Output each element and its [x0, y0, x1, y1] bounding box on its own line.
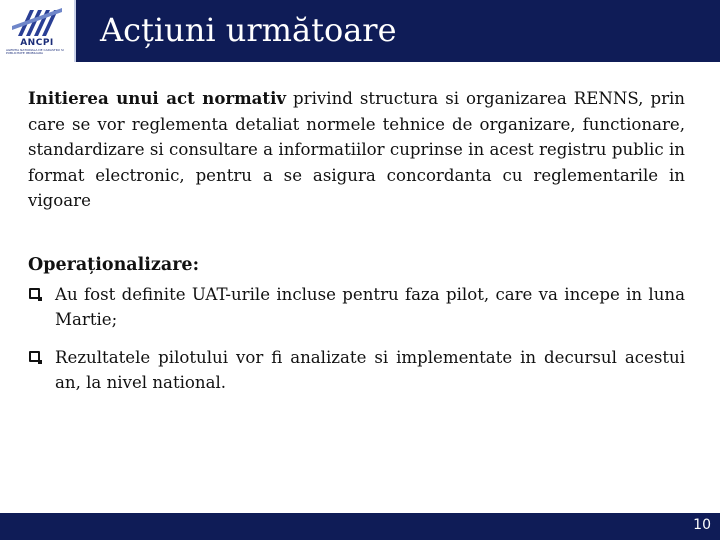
checkbox-bullet-icon: [29, 351, 40, 362]
ancpi-logo: [0, 0, 76, 62]
list-item: [28, 345, 685, 396]
page-number: 10: [693, 517, 711, 533]
bullet-list: [28, 282, 685, 396]
bullet-text: Rezultatele pilotului vor fi analizate si implementate in decursul acestui an, la nivel national.: [55, 347, 685, 392]
logo-emblem-icon: [10, 4, 64, 38]
intro-text: privind structura si organizarea RENNS, prin care se vor reglementa detaliat normele tehnice de organizare, functionare, standardizare si consultare a informatiilor cuprinse in acest registru public in format electronic, pentru a se asigura concordanta cu reglementarile in vigoare: [28, 89, 685, 210]
footer-bar: [0, 513, 720, 540]
logo-subtext: AGENTIA NATIONALA DE CADASTRU SI PUBLICITATE IMOBILIARA: [6, 49, 64, 55]
intro-paragraph: [28, 86, 685, 214]
intro-bold-text: Initierea unui act normativ: [28, 88, 287, 108]
bullet-text: Au fost definite UAT-urile incluse pentru faza pilot, care va incepe in luna Martie;: [55, 284, 685, 329]
list-item: [28, 282, 685, 333]
logo-text: ANCPI: [20, 38, 54, 48]
operationalizare-heading: Operaționalizare:: [28, 254, 200, 275]
header-bar: [0, 0, 720, 62]
checkbox-bullet-icon: [29, 288, 40, 299]
page-title: Acțiuni următoare: [100, 11, 397, 49]
main-content: [28, 86, 685, 408]
